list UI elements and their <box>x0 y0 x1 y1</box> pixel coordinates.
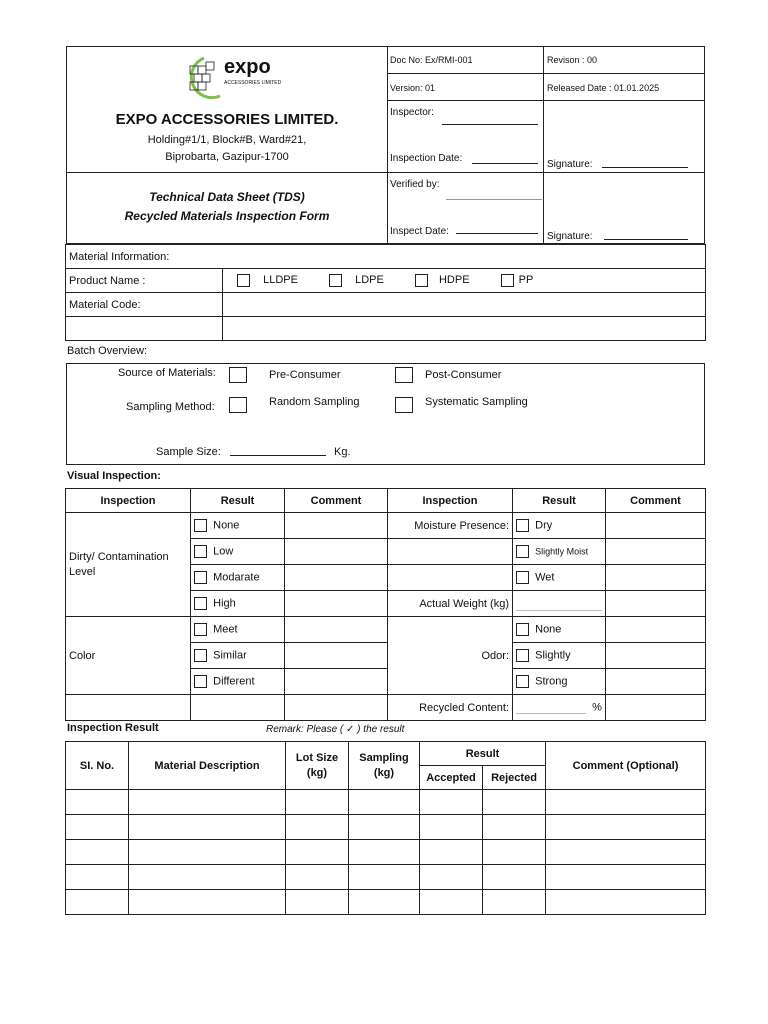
header-result-2: Result <box>513 489 606 513</box>
header-comment-1: Comment <box>285 489 388 513</box>
inspect-date-field[interactable] <box>456 233 538 234</box>
recycled-content-field[interactable] <box>513 695 606 721</box>
systematic-sampling-label: Systematic Sampling <box>425 396 528 408</box>
header-split <box>66 172 388 173</box>
moisture-dry[interactable] <box>513 513 606 539</box>
color-meet[interactable] <box>191 617 285 643</box>
company-logo <box>180 52 280 102</box>
checkbox-random-sampling[interactable] <box>229 397 247 413</box>
cell[interactable] <box>129 790 286 815</box>
released-date: Released Date : 01.01.2025 <box>547 83 660 93</box>
comment-cell[interactable] <box>285 539 388 565</box>
cell[interactable] <box>129 840 286 865</box>
inspector-field[interactable] <box>442 124 538 125</box>
odor-strong[interactable] <box>513 669 606 695</box>
header-sl-no: SI. No. <box>66 742 129 790</box>
comment-cell[interactable] <box>285 591 388 617</box>
checkbox-pre-consumer[interactable] <box>229 367 247 383</box>
cell[interactable] <box>420 865 483 890</box>
lot-size-label: Lot Size <box>295 751 339 764</box>
comment-cell[interactable] <box>285 565 388 591</box>
post-consumer-label: Post-Consumer <box>425 369 502 381</box>
option-pp: PP <box>518 274 534 287</box>
checkbox-dirty-none[interactable] <box>194 519 207 532</box>
product-name-label: Product Name : <box>66 269 223 293</box>
checkbox-dirty-low[interactable] <box>194 545 207 558</box>
cell[interactable] <box>129 815 286 840</box>
inspector-label: Inspector: <box>390 107 434 118</box>
percent-sign: % <box>592 701 602 714</box>
comment-cell[interactable] <box>285 695 388 721</box>
signature-field-1[interactable] <box>602 167 688 168</box>
table-row <box>66 890 706 915</box>
checkbox-lldpe[interactable] <box>237 274 250 287</box>
moisture-label: Moisture Presence: <box>388 513 513 539</box>
random-sampling-label: Random Sampling <box>269 396 360 408</box>
cell[interactable] <box>420 890 483 915</box>
comment-cell[interactable] <box>606 539 706 565</box>
recycled-content-label: Recycled Content: <box>388 695 513 721</box>
cell[interactable] <box>286 790 349 815</box>
header-inspection-2: Inspection <box>388 489 513 513</box>
pre-consumer-label: Pre-Consumer <box>269 369 341 381</box>
logo-brand: expo <box>224 56 271 78</box>
lot-size-unit: (kg) <box>306 766 328 779</box>
cell[interactable] <box>546 890 706 915</box>
cell[interactable] <box>420 815 483 840</box>
odor-slightly[interactable] <box>513 643 606 669</box>
signature-label-1: Signature: <box>547 159 593 170</box>
cell[interactable] <box>546 865 706 890</box>
header-accepted: Accepted <box>420 766 483 790</box>
inspect-date-label: Inspect Date: <box>390 226 449 237</box>
doc-number: Doc No: Ex/RMI-001 <box>390 55 473 65</box>
comment-cell[interactable] <box>606 669 706 695</box>
meta-row-line3 <box>387 172 705 173</box>
material-code-label: Material Code: <box>66 293 223 317</box>
cell[interactable] <box>420 840 483 865</box>
checkbox-post-consumer[interactable] <box>395 367 413 383</box>
blank-cell <box>388 539 513 565</box>
cell[interactable] <box>483 840 546 865</box>
dirty-high[interactable] <box>191 591 285 617</box>
cell[interactable] <box>483 865 546 890</box>
remark-text: Remark: Please ( ✓ ) the result <box>266 724 405 735</box>
checkbox-slightly-moist[interactable] <box>516 545 529 558</box>
dry-label: Dry <box>535 519 553 532</box>
odor-none[interactable] <box>513 617 606 643</box>
wet-label: Wet <box>535 571 555 584</box>
option-lldpe: LLDPE <box>263 274 298 287</box>
cell[interactable] <box>546 790 706 815</box>
company-name: EXPO ACCESSORIES LIMITED. <box>115 111 339 128</box>
header-rejected: Rejected <box>483 766 546 790</box>
cell[interactable] <box>483 815 546 840</box>
color-similar-label: Similar <box>213 649 247 662</box>
material-info-label: Material Information: <box>66 245 706 269</box>
cell[interactable] <box>66 865 129 890</box>
header-result-1: Result <box>191 489 285 513</box>
slightly-moist-label: Slightly Moist <box>535 546 589 557</box>
cell[interactable] <box>286 840 349 865</box>
dirty-none-label: None <box>213 519 240 532</box>
checkbox-wet[interactable] <box>516 571 529 584</box>
checkbox-systematic-sampling[interactable] <box>395 397 413 413</box>
header-comment-optional: Comment (Optional) <box>546 742 706 790</box>
company-address-line2: Biprobarta, Gazipur-1700 <box>165 151 289 163</box>
sampling-method-label: Sampling Method: <box>126 401 215 413</box>
cell[interactable] <box>129 890 286 915</box>
checkbox-dirty-high[interactable] <box>194 597 207 610</box>
odor-strong-label: Strong <box>535 675 568 688</box>
material-code-field[interactable] <box>223 293 706 317</box>
source-label: Source of Materials: <box>118 367 216 379</box>
actual-weight-label: Actual Weight (kg) <box>388 591 513 617</box>
verified-by-field[interactable] <box>446 199 542 200</box>
cell[interactable] <box>420 790 483 815</box>
meta-col-divider <box>543 100 544 244</box>
color-similar[interactable] <box>191 643 285 669</box>
cell[interactable] <box>349 790 420 815</box>
cell[interactable] <box>349 840 420 865</box>
sample-size-field[interactable] <box>230 455 326 456</box>
option-hdpe: HDPE <box>438 274 470 287</box>
cell[interactable] <box>349 815 420 840</box>
version: Version: 01 <box>390 83 436 93</box>
moisture-wet[interactable] <box>513 565 606 591</box>
product-options <box>223 269 706 293</box>
comment-cell[interactable] <box>285 669 388 695</box>
dirty-high-label: High <box>213 597 236 610</box>
color-label: Color <box>66 617 191 695</box>
verified-by-label: Verified by: <box>390 179 440 190</box>
checkbox-pp[interactable] <box>501 274 514 287</box>
cell[interactable] <box>483 890 546 915</box>
cell[interactable] <box>286 890 349 915</box>
form-title-line1: Technical Data Sheet (TDS) <box>149 190 305 204</box>
blank-cell-wide[interactable] <box>223 317 706 341</box>
blank-cell <box>66 695 191 721</box>
signature-field-2[interactable] <box>604 239 688 240</box>
comment-cell[interactable] <box>606 565 706 591</box>
sampling-label: Sampling <box>359 751 409 764</box>
checkbox-odor-strong[interactable] <box>516 675 529 688</box>
blank-cell[interactable] <box>66 317 223 341</box>
logo-subtitle: ACCESSORIES LIMITED <box>224 80 282 86</box>
revision: Revison : 00 <box>547 55 598 65</box>
color-different-label: Different <box>213 675 255 688</box>
dirty-moderate[interactable] <box>191 565 285 591</box>
comment-cell[interactable] <box>606 591 706 617</box>
dirty-none[interactable] <box>191 513 285 539</box>
table-row <box>66 865 706 890</box>
meta-col-divider-top <box>543 46 544 100</box>
cell[interactable] <box>349 865 420 890</box>
moisture-slightly[interactable] <box>513 539 606 565</box>
cell[interactable] <box>286 815 349 840</box>
checkbox-color-meet[interactable] <box>194 623 207 636</box>
cell[interactable] <box>66 890 129 915</box>
sample-size-unit: Kg. <box>334 446 351 458</box>
comment-cell[interactable] <box>606 643 706 669</box>
cell[interactable] <box>546 815 706 840</box>
inspection-date-field[interactable] <box>472 163 538 164</box>
table-row <box>66 840 706 865</box>
cell[interactable] <box>546 840 706 865</box>
dirty-moderate-label: Modarate <box>213 571 260 584</box>
comment-cell[interactable] <box>606 513 706 539</box>
table-row <box>66 790 706 815</box>
header-comment-2: Comment <box>606 489 706 513</box>
dirty-label: Dirty/ Contamination Level <box>66 513 191 617</box>
checkbox-hdpe[interactable] <box>415 274 428 287</box>
header-lot-size <box>286 742 349 790</box>
cell[interactable] <box>286 865 349 890</box>
option-ldpe: LDPE <box>355 274 384 287</box>
checkbox-color-different[interactable] <box>194 675 207 688</box>
header-result: Result <box>420 742 546 766</box>
odor-none-label: None <box>535 623 562 636</box>
batch-overview-title: Batch Overview: <box>67 345 148 357</box>
checkbox-dry[interactable] <box>516 519 529 532</box>
cell[interactable] <box>66 840 129 865</box>
cell[interactable] <box>66 815 129 840</box>
cell[interactable] <box>129 865 286 890</box>
comment-cell[interactable] <box>285 513 388 539</box>
color-different[interactable] <box>191 669 285 695</box>
comment-cell[interactable] <box>606 695 706 721</box>
visual-inspection-title: Visual Inspection: <box>67 470 161 482</box>
sample-size-label: Sample Size: <box>156 446 221 458</box>
header-material-description: Material Description <box>129 742 286 790</box>
sampling-unit: (kg) <box>373 766 395 779</box>
table-row <box>66 815 706 840</box>
header-sampling <box>349 742 420 790</box>
header-inspection-1: Inspection <box>66 489 191 513</box>
dirty-low-label: Low <box>213 545 234 558</box>
signature-label-2: Signature: <box>547 231 593 242</box>
actual-weight-field[interactable] <box>513 591 606 617</box>
inspection-result-title: Inspection Result <box>67 722 159 734</box>
inspection-date-label: Inspection Date: <box>390 153 463 164</box>
inspection-result-table <box>65 741 706 915</box>
odor-slightly-label: Slightly <box>535 649 571 662</box>
meta-row-line2 <box>387 100 705 101</box>
cell[interactable] <box>349 890 420 915</box>
comment-cell[interactable] <box>606 617 706 643</box>
comment-cell[interactable] <box>285 617 388 643</box>
checkbox-color-similar[interactable] <box>194 649 207 662</box>
meta-row-line1 <box>387 73 705 74</box>
color-meet-label: Meet <box>213 623 238 636</box>
odor-label: Odor: <box>388 617 513 695</box>
checkbox-dirty-moderate[interactable] <box>194 571 207 584</box>
blank-cell <box>388 565 513 591</box>
visual-inspection-table <box>65 488 706 721</box>
cell[interactable] <box>483 790 546 815</box>
form-title-line2: Recycled Materials Inspection Form <box>124 209 330 223</box>
checkbox-odor-slightly[interactable] <box>516 649 529 662</box>
checkbox-ldpe[interactable] <box>329 274 342 287</box>
comment-cell[interactable] <box>285 643 388 669</box>
company-address-line1: Holding#1/1, Block#B, Ward#21, <box>147 134 307 146</box>
material-info-table <box>65 244 706 341</box>
cell[interactable] <box>66 790 129 815</box>
checkbox-odor-none[interactable] <box>516 623 529 636</box>
dirty-low[interactable] <box>191 539 285 565</box>
blank-cell[interactable] <box>191 695 285 721</box>
